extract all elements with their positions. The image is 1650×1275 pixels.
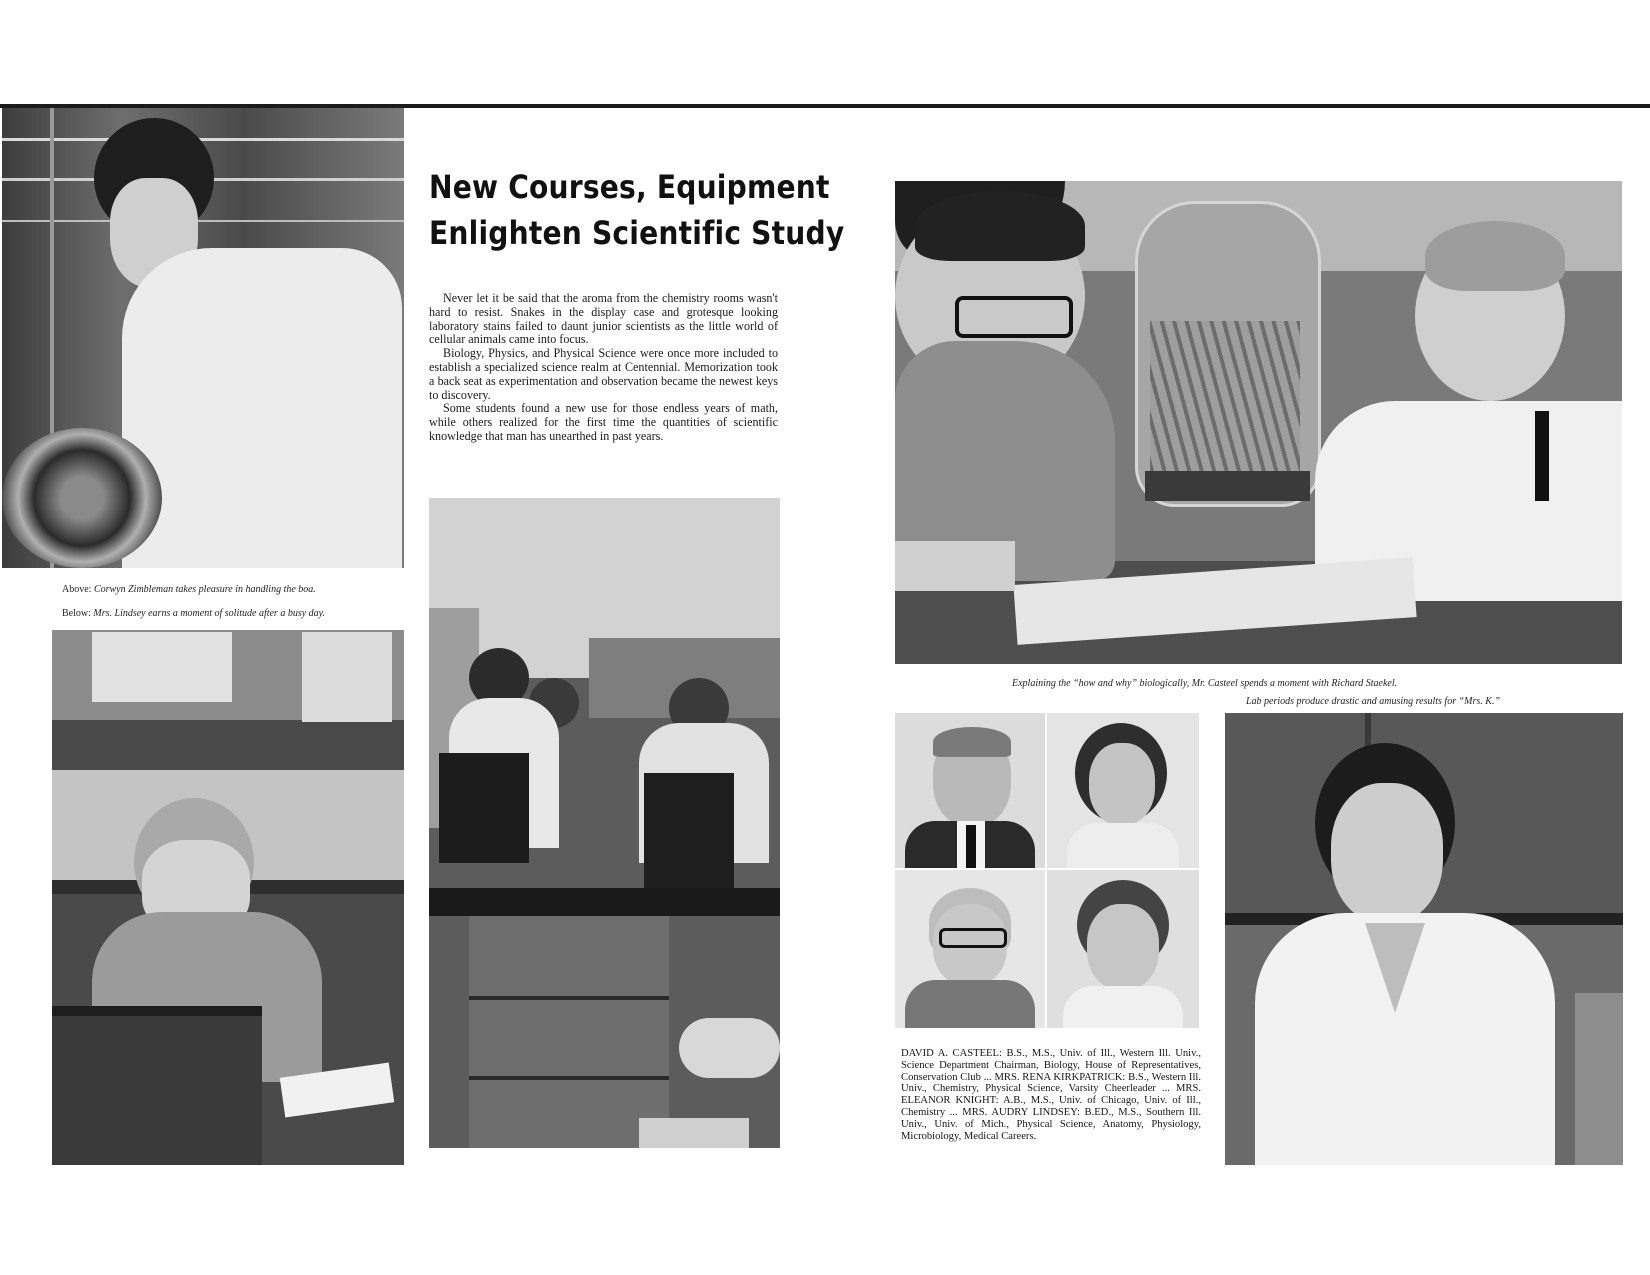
photo-mrs-k (1225, 713, 1623, 1165)
portrait-knight (895, 870, 1045, 1028)
body-paragraph-2: Biology, Physics, and Physical Science were once more included to establish a specialized science realm at Centennial. Memorization took a back seat as experimentation and observation became the newest keys to discovery. (429, 346, 778, 402)
body-paragraph-1: Never let it be said that the aroma from the chemistry rooms wasn't hard to resist. Snakes in the display case and grotesque looking laboratory stains failed to daunt junior scientists as the little world of cellular animals came into focus. (429, 291, 778, 347)
photo-student-with-boa (2, 108, 404, 568)
caption-above-text: Corwyn Zimbleman takes pleasure in handling the boa. (93, 584, 316, 595)
caption-casteel-text: Explaining the “how and why” biologically, Mr. Casteel spends a moment with Richard Staekel. (1012, 678, 1398, 689)
portrait-lindsey (1047, 870, 1199, 1028)
caption-above (62, 584, 316, 595)
portrait-casteel (895, 713, 1045, 868)
headline-line-1: New Courses, Equipment (429, 168, 830, 206)
caption-lab-text: Lab periods produce drastic and amusing results for “Mrs. K.” (1246, 696, 1501, 707)
faculty-credentials: DAVID A. CASTEEL: B.S., M.S., Univ. of Ill., Western Ill. Univ., Science Department Chairman, Biology, House of Representatives, Conservation Club ... MRS. RENA KIRKPATRICK: B.S., Western Ill. Univ., Chemistry, Physical Science, Varsity Cheerleader ... MRS. ELEANOR KNIGHT: A.B., M.S., Univ. of Chicago, Univ. of Ill., Chemistry ... MRS. AUDRY LINDSEY: B.ED., M.S., Southern Ill. Univ., Univ. of Mich., Physical Science, Anatomy, Physiology, Microbiology, Medical Careers. (901, 1048, 1201, 1142)
body-paragraph-3: Some students found a new use for those endless years of math, while others realized for the first time the quantities of scientific knowledge that man has unearthed in past years. (429, 401, 778, 443)
caption-lab-periods (1246, 696, 1500, 707)
page-headline (429, 164, 845, 256)
caption-above-label: Above: (62, 584, 92, 595)
caption-below (62, 608, 325, 619)
photo-casteel-with-student (895, 181, 1622, 664)
caption-casteel (1012, 678, 1397, 689)
article-body (429, 292, 778, 444)
caption-below-label: Below: (62, 608, 91, 619)
photo-mrs-lindsey (52, 630, 404, 1165)
headline-line-2: Enlighten Scientific Study (429, 214, 845, 252)
portrait-kirkpatrick (1047, 713, 1199, 868)
photo-lab-students (429, 498, 780, 1148)
caption-below-text: Mrs. Lindsey earns a moment of solitude after a busy day. (93, 608, 326, 619)
